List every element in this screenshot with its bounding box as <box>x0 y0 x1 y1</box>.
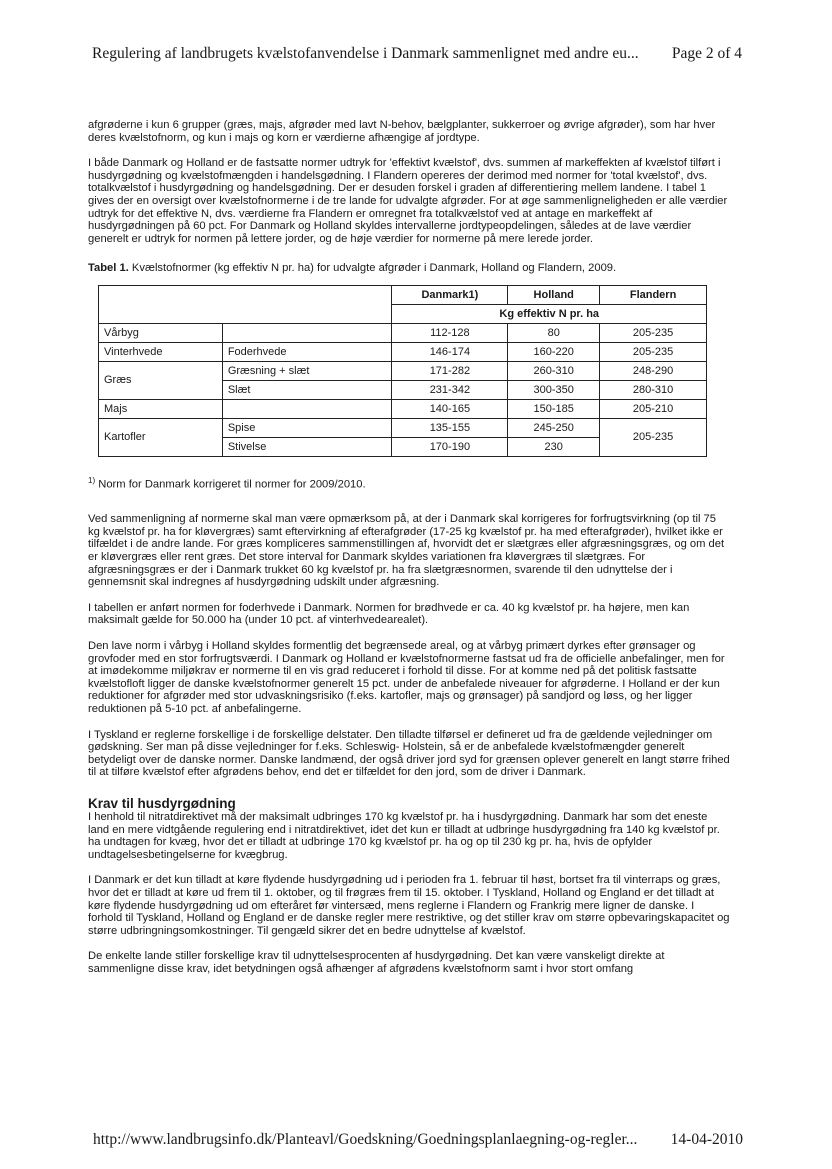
table-caption-text: Kvælstofnormer (kg effektiv N pr. ha) for udvalgte afgrøder i Danmark, Holland og Flandern, 2009. <box>128 262 617 275</box>
print-date: 14-04-2010 <box>670 1131 743 1148</box>
paragraph: I Danmark er det kun tilladt at køre flydende husdyrgødning ud i perioden fra 1. februar til høst, bortset fra til vinterraps og græs, hvor det er tilladt at køre ud frem til 1. oktober, og til frøgræs frem til 15. oktober. I Tyskland, Holland og England er det tilladt at køre flydende husdyrgødning ud om efteråret før vintersæd, mens reglerne i Flandern og Frankrig mere ligner de danske. I forhold til Tyskland, Holland og England er de danske regler mere restriktive, og det stiller krav om større opbevaringskapacitet og større udbringningsomkostninger. Til gengæld sikrer det en bedre udnyttelse af kvælstof. <box>88 874 730 937</box>
subcrop-cell <box>222 323 392 342</box>
danmark-value: 112-128 <box>392 323 508 342</box>
page-header <box>92 45 742 63</box>
subcrop-cell: Slæt <box>222 380 392 399</box>
flandern-value: 280-310 <box>600 380 707 399</box>
table-corner-cell <box>99 285 392 323</box>
document-title: Regulering af landbrugets kvælstofanvendelse i Danmark sammenlignet med andre eu... <box>92 45 639 62</box>
paragraph: I tabellen er anført normen for foderhvede i Danmark. Normen for brødhvede er ca. 40 kg kvælstof pr. ha højere, men kan maksimalt gælde for 50.000 ha (under 10 pct. af vinterhvedearealet). <box>88 601 690 627</box>
crop-cell: Græs <box>99 361 223 399</box>
holland-value: 245-250 <box>508 418 600 437</box>
footnote-text: Norm for Danmark korrigeret til normer for 2009/2010. <box>95 478 366 491</box>
paragraph: afgrøderne i kun 6 grupper (græs, majs, afgrøder med lavt N-behov, bælgplanter, sukkerroer og øvrige afgrøder), som har hver deres kvælstofnorm, og kun i majs og korn er værdierne afhængige af jordtype. <box>88 119 716 144</box>
unit-header: Kg effektiv N pr. ha <box>392 304 707 323</box>
flandern-value: 248-290 <box>600 361 707 380</box>
flandern-value: 205-235 <box>600 418 707 456</box>
nitrogen-norms-table <box>98 285 707 457</box>
table-row <box>99 323 707 342</box>
footnote-mark: 1) <box>88 475 96 485</box>
paragraph: I både Danmark og Holland er de fastsatte normer udtryk for 'effektivt kvælstof', dvs. summen af markeffekten af kvælstof tilført i husdyrgødning og kvælstofmængden i handelsgødning. I Flandern opereres der derimod med normer for 'total kvælstof', dvs. totalkvælstof i husdyrgødning og handelsgødning. Der er desuden forskel i graden af differentiering mellem landene. I tabel 1 gives der en oversigt over kvælstofnormerne i de tre lande for udvalgte afgrøder. For at øge sammenligneligheden er alle værdier udtryk for det effektive N, dvs. værdierne fra Flandern er omregnet fra totalkvælstof ved at antage en markeffekt af husdyrgødningen på 60 pct. For Danmark og Holland skyldes intervallerne jordtypeopdelingen, således at de lave værdier generelt er udtryk for normen på lettere jorder, og de høje værdier for normerne på mere lerede jorder. <box>88 157 728 245</box>
flandern-value: 205-235 <box>600 323 707 342</box>
danmark-value: 146-174 <box>392 342 508 361</box>
table-row <box>99 342 707 361</box>
holland-value: 300-350 <box>508 380 600 399</box>
table-row <box>99 399 707 418</box>
subcrop-cell <box>222 399 392 418</box>
subcrop-cell: Spise <box>222 418 392 437</box>
page-footer <box>93 1131 743 1149</box>
paragraph: De enkelte lande stiller forskellige krav til udnyttelsesprocenten af husdyrgødning. Det kan være vanskeligt direkte at sammenligne disse krav, idet betydningen også afhænger af afgrødens kvælstofnorm samt i hvor stort omfang <box>88 950 665 975</box>
danmark-value: 231-342 <box>392 380 508 399</box>
crop-cell: Kartofler <box>99 418 223 456</box>
table-header-row <box>99 285 707 304</box>
paragraph: I henhold til nitratdirektivet må der maksimalt udbringes 170 kg kvælstof pr. ha i husdyrgødning. Danmark har som det eneste land en mere vidtgående regulering end i nitratdirektivet, idet det kun er tilladt at udbringe husdyrgødning fra 140 kg kvælstof pr. ha undtagen for kvæg, hvor det er tilladt at udbringe 170 kg kvælstof pr. ha og op til 230 kg pr. ha, hvis de opfylder undtagelsesbetingelserne for kvægbrug. <box>88 810 720 861</box>
paragraph: I Tyskland er reglerne forskellige i de forskellige delstater. Den tilladte tilførsel er defineret ud fra de gældende vejledninger om gødskning. Ser man på disse vejledninger for f.eks. Schleswig- Holstein, så er de anbefalede kvælstofmængder generelt betydeligt over de danske normer. Danske landmænd, der også driver jord syd for grænsen oplever generelt en langt større frihed til at tilføre kvælstof efter afgrødens behov, end det er tilfældet for den jord, som de driver i Danmark. <box>88 728 730 779</box>
holland-value: 80 <box>508 323 600 342</box>
flandern-value: 205-235 <box>600 342 707 361</box>
table-row <box>99 361 707 380</box>
column-header-danmark: Danmark1) <box>392 285 508 304</box>
holland-value: 230 <box>508 437 600 456</box>
crop-cell: Vårbyg <box>99 323 223 342</box>
danmark-value: 170-190 <box>392 437 508 456</box>
source-url: http://www.landbrugsinfo.dk/Planteavl/Goedskning/Goedningsplanlaegning-og-regler... <box>93 1131 638 1148</box>
column-header-holland: Holland <box>508 285 600 304</box>
holland-value: 150-185 <box>508 399 600 418</box>
paragraph: Den lave norm i vårbyg i Holland skyldes formentlig det begrænsede areal, og at vårbyg primært dyrkes efter grønsager og grovfoder med en stor forfrugtsværdi. I Danmark og Holland er kvælstofnormerne fastsat ud fra de officielle anbefalinger, men for at imødekomme miljøkrav er normerne til en vis grad reduceret i forhold til disse. For at komme ned på det politisk fastsatte kvælstofloft ligger de danske kvælstofnormer generelt 15 pct. under de anbefalede niveauer for afgrøderne. I Holland er der kun reduktioner for afgrøder med stor udvaskningsrisiko (f.eks. kartofler, majs og grønsager) på sandjord og løss, og her ligger reduktionen på 5-10 pct. af anbefalingerne. <box>88 640 725 715</box>
section-heading: Krav til husdyrgødning <box>88 795 236 811</box>
table-caption <box>88 262 730 275</box>
document-body <box>88 119 730 988</box>
subcrop-cell: Græsning + slæt <box>222 361 392 380</box>
subcrop-cell: Stivelse <box>222 437 392 456</box>
danmark-value: 171-282 <box>392 361 508 380</box>
paragraph: Ved sammenligning af normerne skal man være opmærksom på, at der i Danmark skal korrigeres for forfrugtsvirkning (op til 75 kg kvælstof pr. ha for kløvergræs) samt eftervirkning af efterafgrøder (17-25 kg kvælstof pr. ha med efterafgrøder), hvilket ikke er tilfældet i de andre lande. For græs kompliceres sammenstillingen af, hvorvidt det er slætgræs eller afgræsningsgræs, og om det er kløvergræs eller rent græs. Det store interval for Danmark skyldes variationen fra kløvergræs til slætgræs. For afgræsningsgræs er der i Danmark trukket 60 kg kvælstof pr. ha fra slætgræsnormen, svarende til den udnyttelse der i gennemsnit skal indregnes af husdyrgødning udskilt under afgræsning. <box>88 513 725 589</box>
crop-cell: Majs <box>99 399 223 418</box>
flandern-value: 205-210 <box>600 399 707 418</box>
table-caption-label: Tabel 1. <box>88 262 129 275</box>
danmark-value: 140-165 <box>392 399 508 418</box>
crop-cell: Vinterhvede <box>99 342 223 361</box>
page-indicator: Page 2 of 4 <box>671 45 742 62</box>
holland-value: 160-220 <box>508 342 600 361</box>
table-footnote <box>88 475 730 491</box>
table-row <box>99 418 707 437</box>
column-header-flandern: Flandern <box>600 285 707 304</box>
danmark-value: 135-155 <box>392 418 508 437</box>
subcrop-cell: Foderhvede <box>222 342 392 361</box>
holland-value: 260-310 <box>508 361 600 380</box>
